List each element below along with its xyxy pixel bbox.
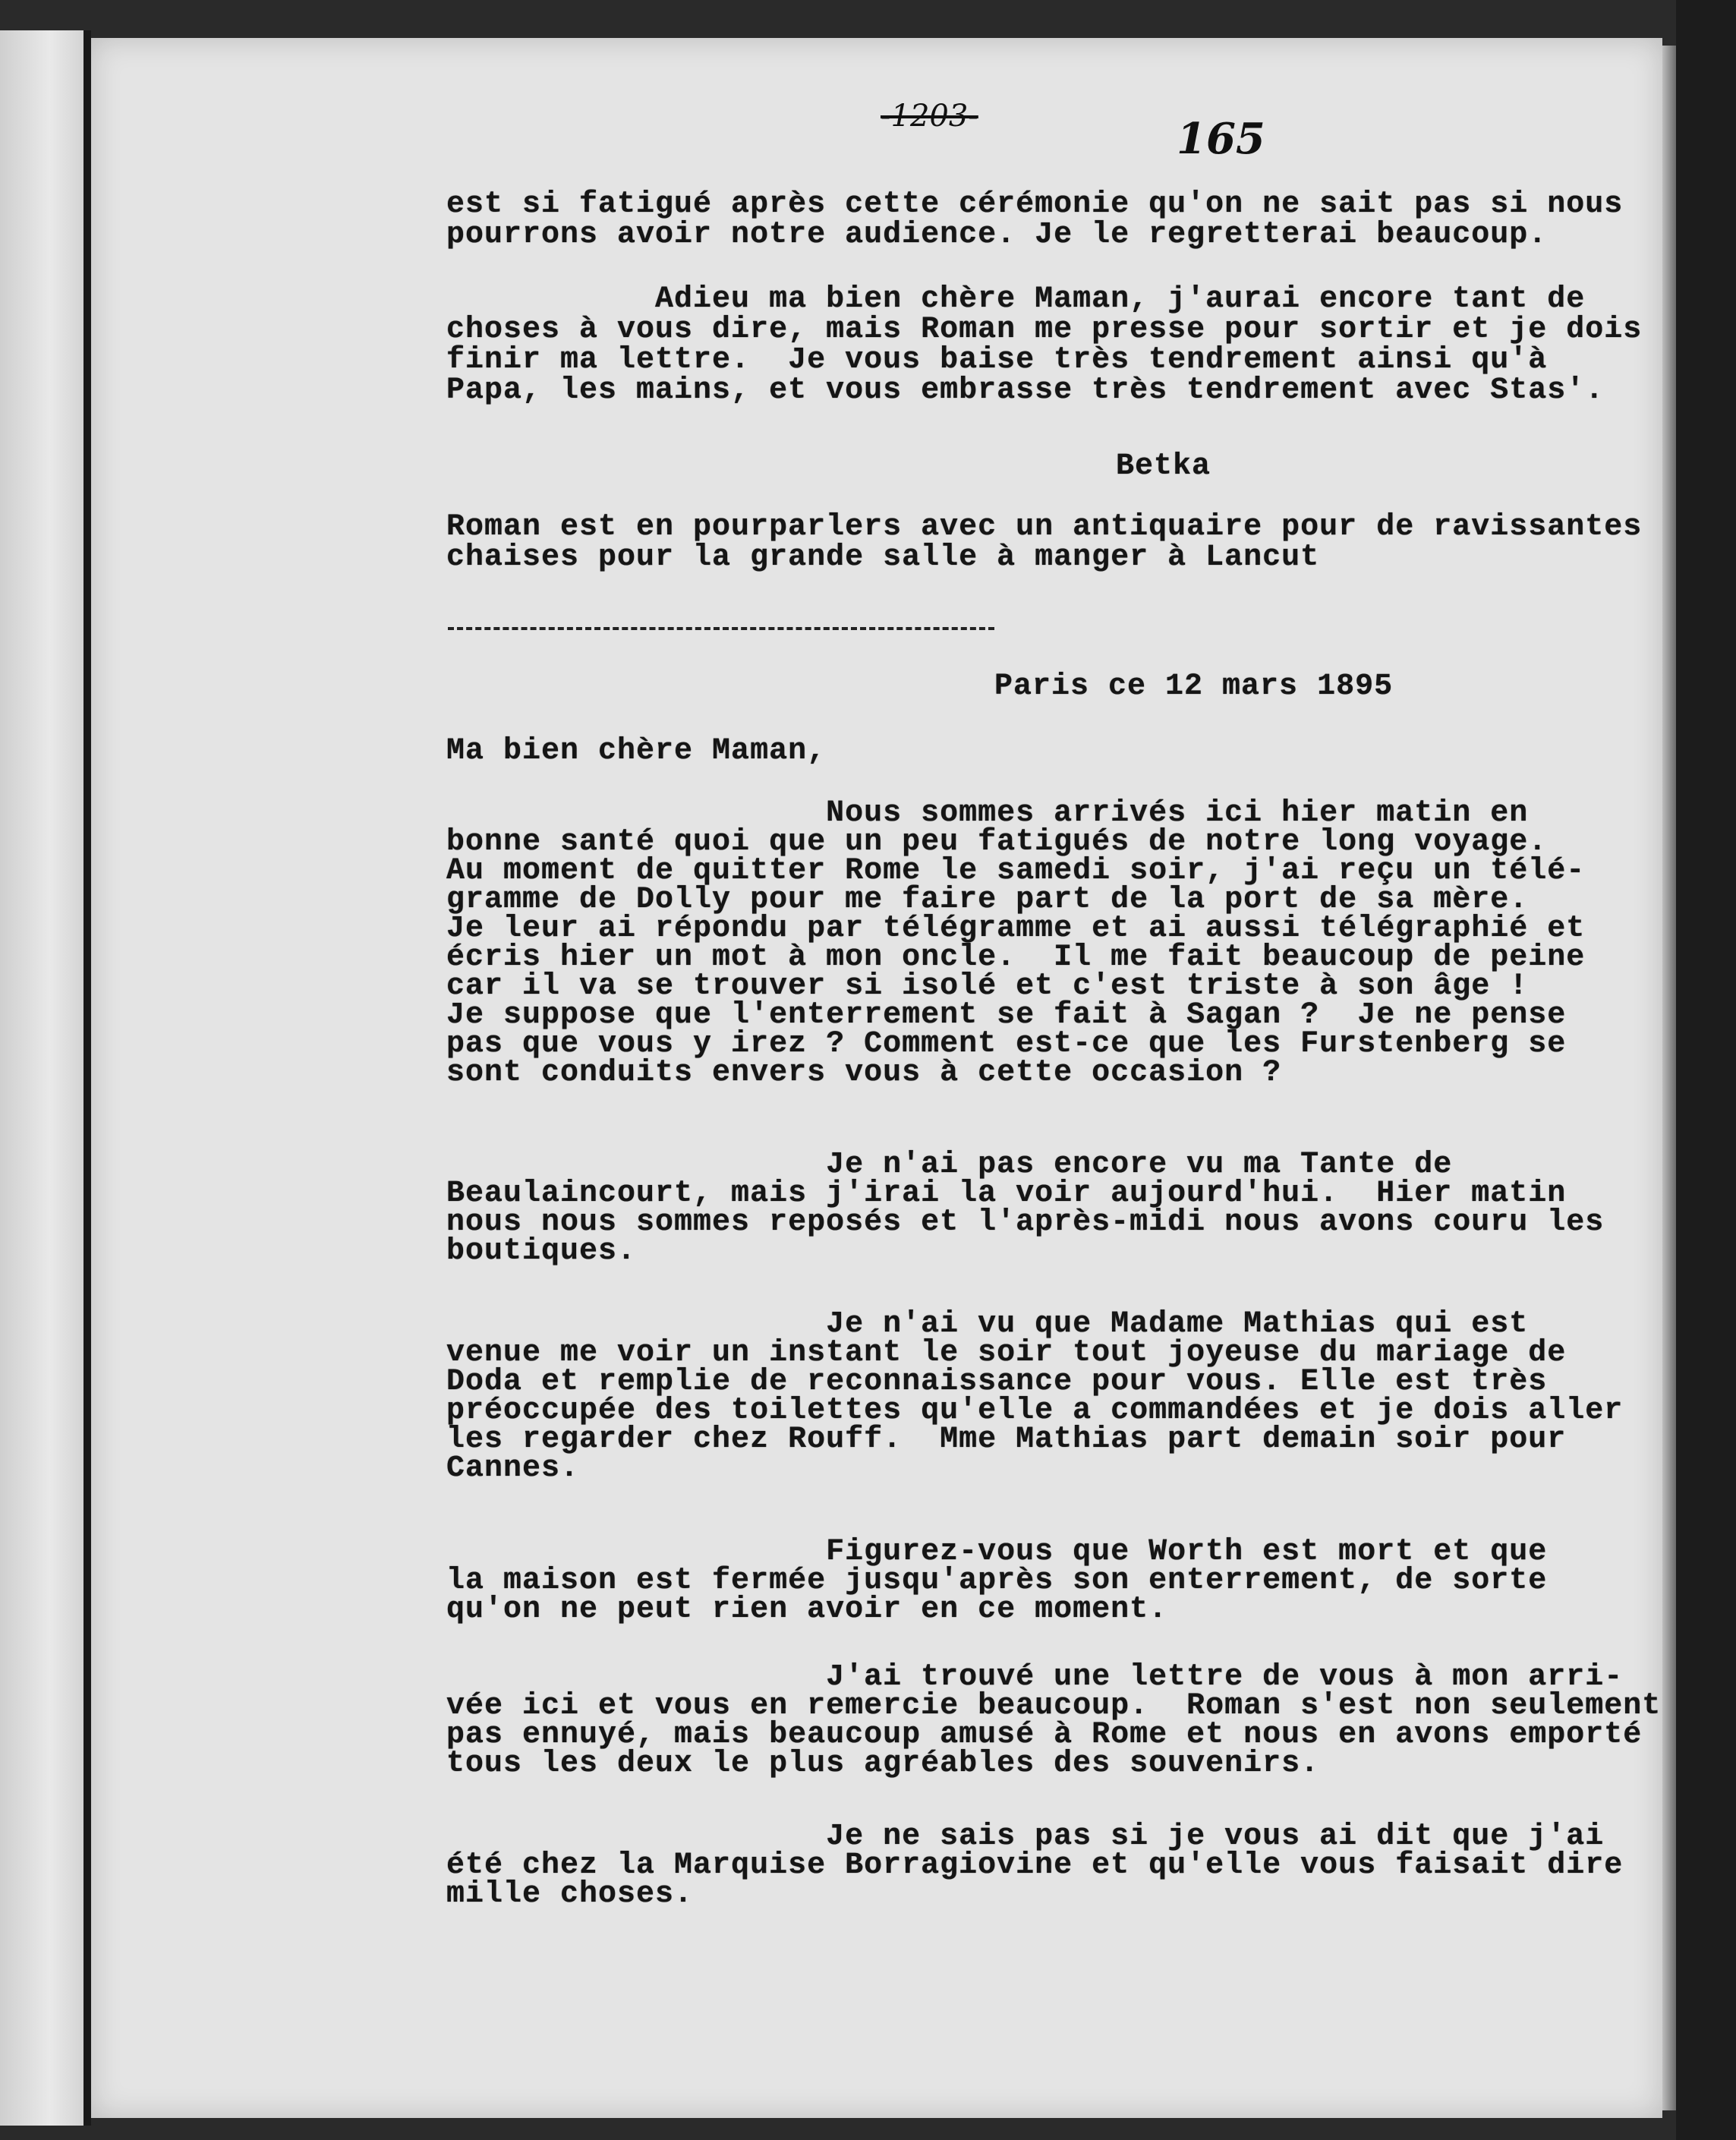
para1-line: car il va se trouver si isolé et c'est triste à son âge ! <box>446 969 1529 1004</box>
para6-line: été chez la Marquise Borragiovine et qu'elle vous faisait dire <box>446 1848 1624 1883</box>
para5-line: J'ai trouvé une lettre de vous à mon arri- <box>446 1660 1624 1694</box>
block2-line: Papa, les mains, et vous embrasse très tendrement avec Stas'. <box>446 373 1605 408</box>
signature1: Betka <box>1116 449 1211 484</box>
para2-line: boutiques. <box>446 1234 637 1269</box>
page-number: 165 <box>1177 114 1265 164</box>
block2-line: Adieu ma bien chère Maman, j'aurai encore tant de <box>446 282 1586 317</box>
para6-line: mille choses. <box>446 1877 694 1912</box>
scan-background <box>1676 0 1736 2140</box>
para5-line: pas ennuyé, mais beaucoup amusé à Rome et nous en avons emporté <box>446 1718 1643 1752</box>
old-page-number: -1203- <box>881 99 978 134</box>
para4-line: qu'on ne peut rien avoir en ce moment. <box>446 1593 1168 1627</box>
block1-line: est si fatigué après cette cérémonie qu'on ne sait pas si nous <box>446 188 1624 222</box>
para1-line: gramme de Dolly pour me faire part de la port de sa mère. <box>446 883 1529 917</box>
date_line: Paris ce 12 mars 1895 <box>994 670 1394 704</box>
para5-line: vée ici et vous en remercie beaucoup. Roman s'est non seulement <box>446 1689 1662 1723</box>
para4-line: la maison est fermée jusqu'après son enterrement, de sorte <box>446 1564 1548 1598</box>
para1-line: bonne santé quoi que un peu fatigués de notre long voyage. <box>446 825 1548 859</box>
para4-line: Figurez-vous que Worth est mort et que <box>446 1535 1548 1569</box>
para3-line: Cannes. <box>446 1451 580 1486</box>
para1-line: écris hier un mot à mon oncle. Il me fait beaucoup de peine <box>446 941 1586 975</box>
block1-line: pourrons avoir notre audience. Je le regretterai beaucoup. <box>446 218 1548 252</box>
para1-line: Au moment de quitter Rome le samedi soir, j'ai reçu un télé- <box>446 854 1586 888</box>
para5-line: tous les deux le plus agréables des souvenirs. <box>446 1747 1320 1781</box>
postscript-line: Roman est en pourparlers avec un antiquaire pour de ravissantes <box>446 510 1643 544</box>
page-stack-edge <box>1662 46 1676 2110</box>
para3-line: préoccupée des toilettes qu'elle a commandées et je dois aller <box>446 1394 1624 1428</box>
para1-line: pas que vous y irez ? Comment est-ce que les Furstenberg se <box>446 1027 1567 1061</box>
postscript-line: chaises pour la grande salle à manger à Lancut <box>446 541 1320 575</box>
para6-line: Je ne sais pas si je vous ai dit que j'ai <box>446 1820 1605 1854</box>
para1-line: Je leur ai répondu par télégramme et ai aussi télégraphié et <box>446 912 1586 946</box>
para3-line: les regarder chez Rouff. Mme Mathias part demain soir pour <box>446 1423 1567 1457</box>
para1-line: Je suppose que l'enterrement se fait à Sagan ? Je ne pense <box>446 998 1567 1032</box>
para3-line: venue me voir un instant le soir tout joyeuse du mariage de <box>446 1336 1567 1370</box>
facing-page-edge <box>0 30 86 2126</box>
para1-line: sont conduits envers vous à cette occasion ? <box>446 1056 1282 1090</box>
separator-line <box>448 627 994 630</box>
para2-line: nous nous sommes reposés et l'après-midi nous avons couru les <box>446 1206 1605 1240</box>
salutation: Ma bien chère Maman, <box>446 734 827 768</box>
para3-line: Doda et remplie de reconnaissance pour vous. Elle est très <box>446 1365 1548 1399</box>
para3-line: Je n'ai vu que Madame Mathias qui est <box>446 1307 1529 1341</box>
para1-line: Nous sommes arrivés ici hier matin en <box>446 796 1529 830</box>
para2-line: Je n'ai pas encore vu ma Tante de <box>446 1148 1453 1182</box>
para2-line: Beaulaincourt, mais j'irai la voir aujourd'hui. Hier matin <box>446 1177 1567 1211</box>
block2-line: finir ma lettre. Je vous baise très tendrement ainsi qu'à <box>446 343 1548 377</box>
block2-line: choses à vous dire, mais Roman me presse pour sortir et je dois <box>446 313 1643 347</box>
binding-shadow <box>83 30 91 2126</box>
